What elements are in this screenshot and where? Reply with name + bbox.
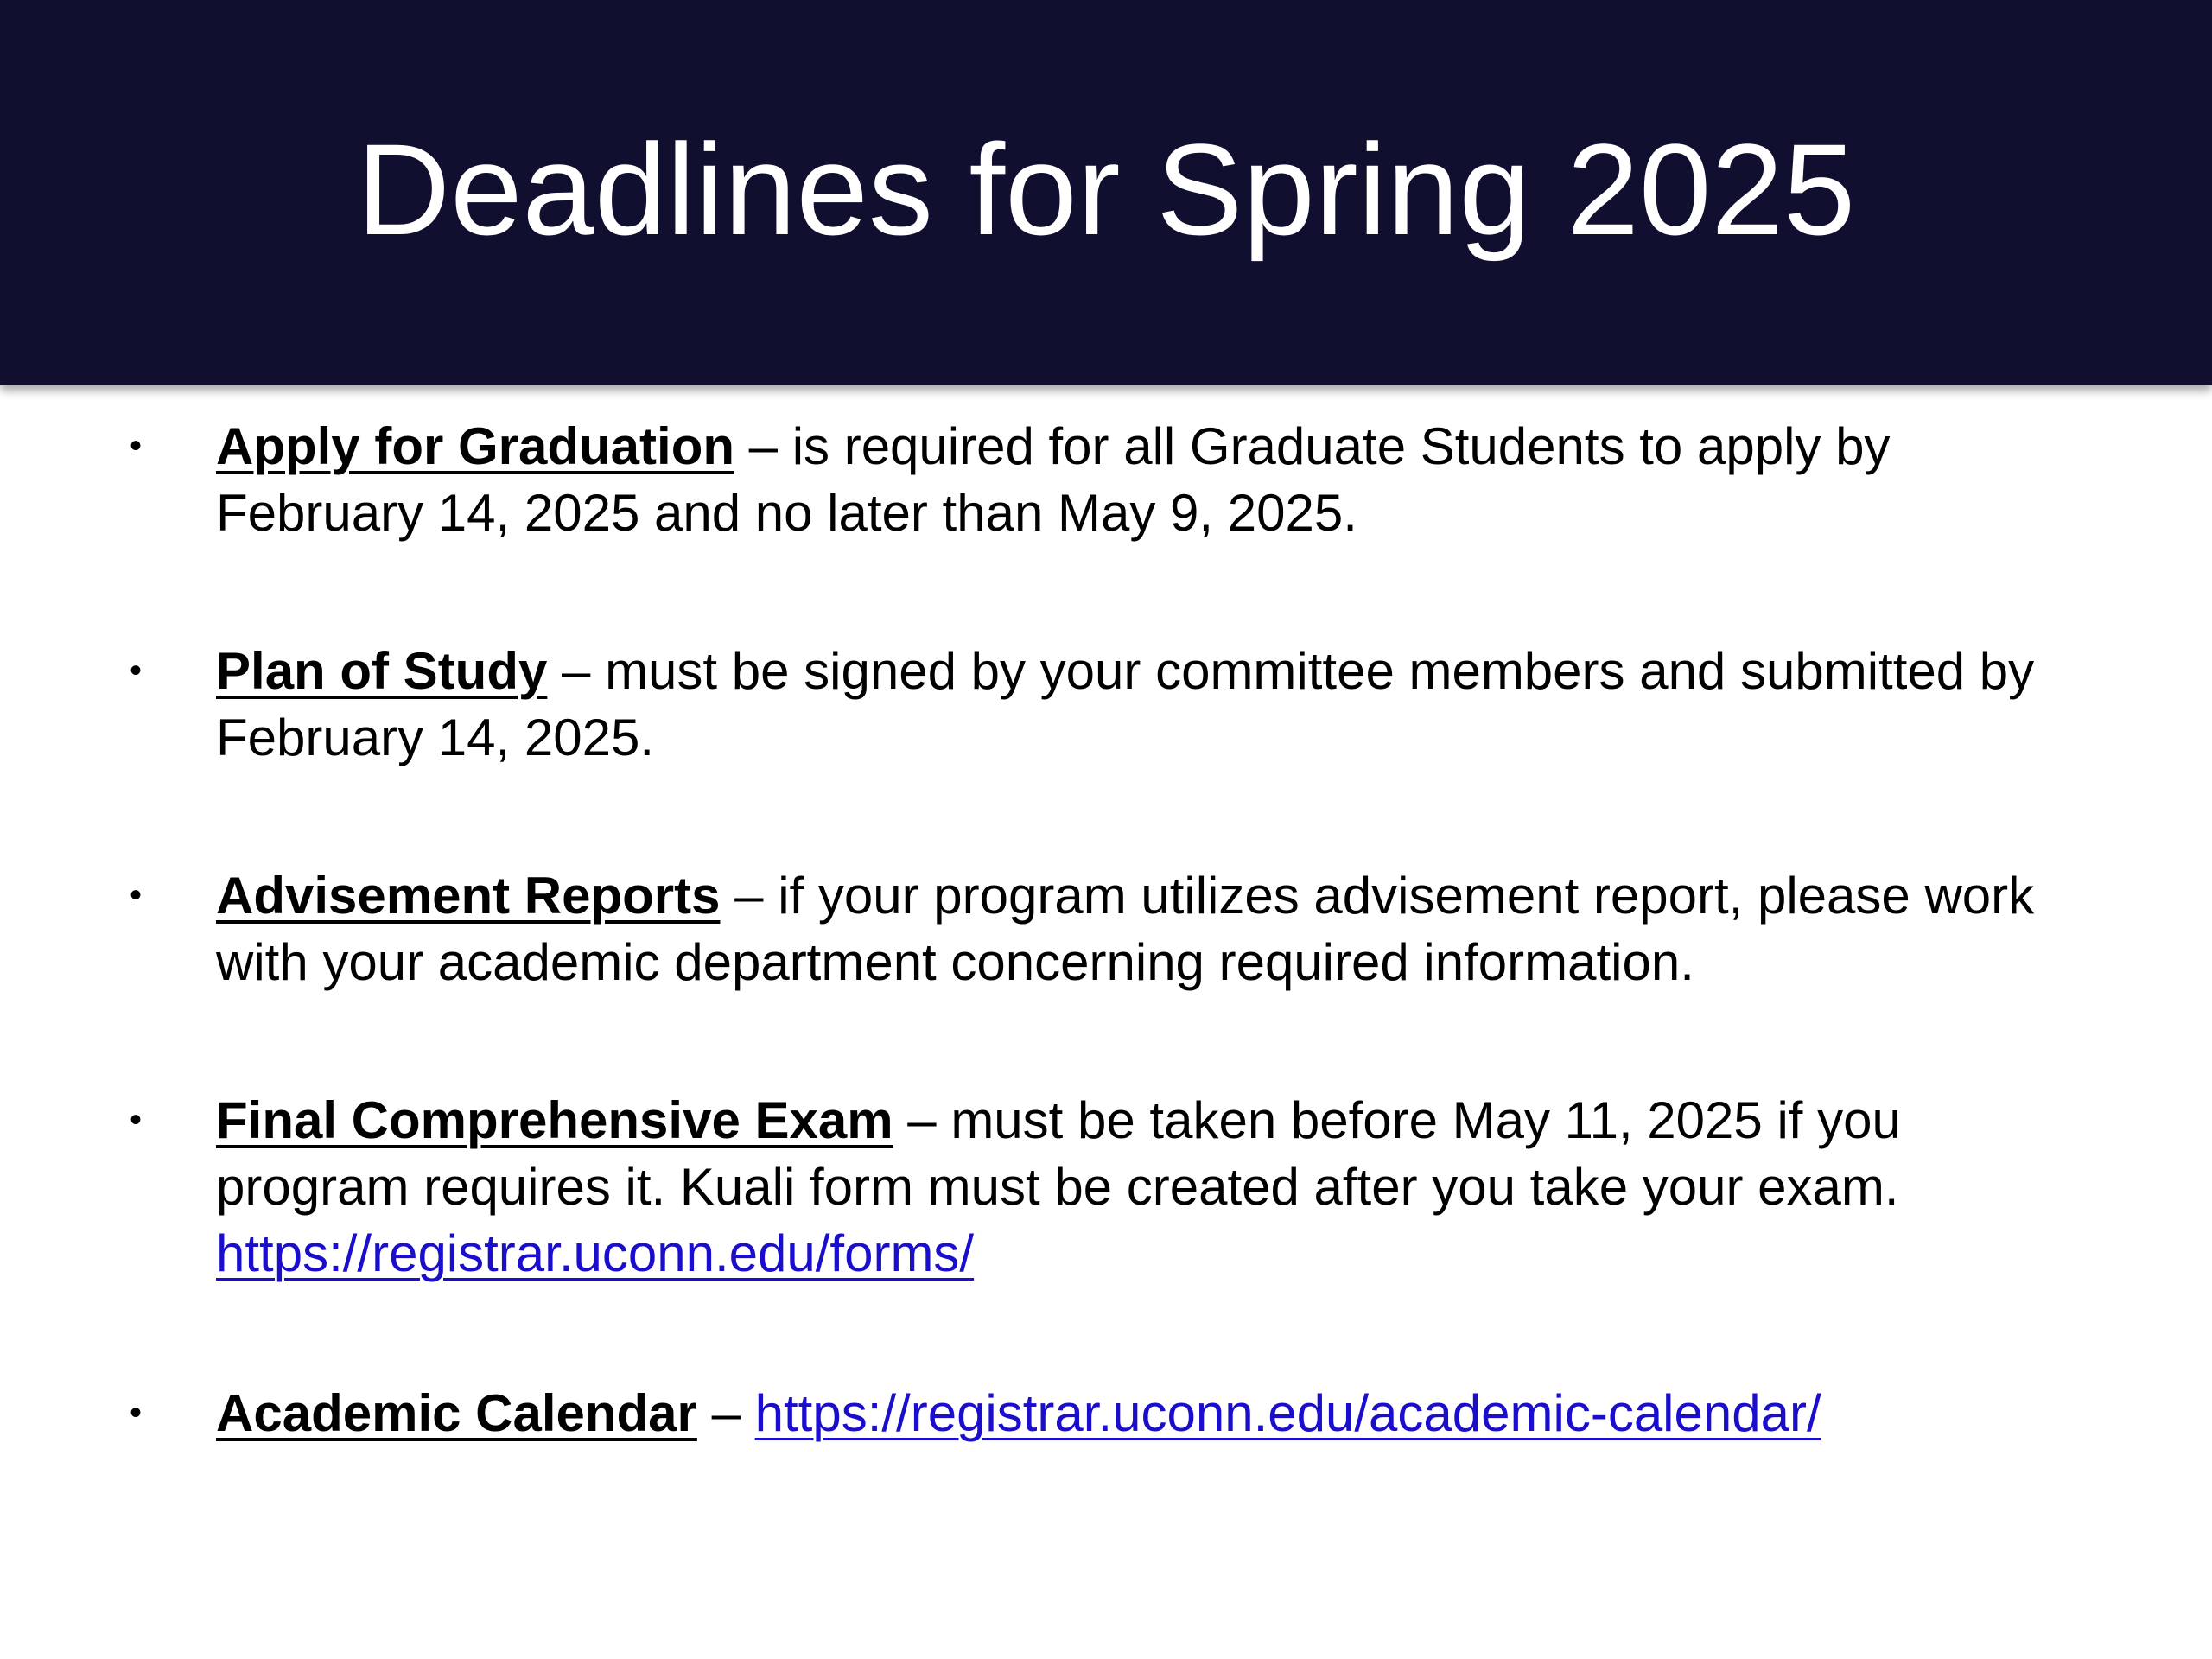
item-heading: Advisement Reports	[216, 867, 721, 925]
title-bar	[0, 0, 2212, 385]
bullet-icon: •	[130, 1394, 143, 1432]
forms-link[interactable]: https://registrar.uconn.edu/forms/	[216, 1224, 975, 1282]
item-text: – must be signed by your committee members and submitted by February 14, 2025.	[216, 642, 2035, 766]
bullet-icon: •	[130, 427, 143, 465]
bullet-icon: •	[130, 876, 143, 914]
item-text: –	[696, 1384, 755, 1442]
item-text: – if your program utilizes advisement report, please work with your academic department concerning required information.	[216, 867, 2035, 991]
item-text: – must be taken before May 11, 2025 if you program requires it. Kuali form must be created after you take your exam.	[216, 1091, 1901, 1216]
list-item-plan-of-study	[130, 638, 2082, 771]
item-heading: Final Comprehensive Exam	[216, 1091, 893, 1149]
bullet-icon: •	[130, 1101, 143, 1139]
list-item-academic-calendar	[130, 1380, 2082, 1446]
bullet-icon: •	[130, 652, 143, 690]
item-heading: Apply for Graduation	[216, 417, 734, 475]
item-text: – is required for all Graduate Students to apply by February 14, 2025 and no later than May 9, 2025.	[216, 417, 1891, 542]
list-item-final-comprehensive-exam	[130, 1087, 2082, 1287]
deadline-list	[130, 413, 2082, 1446]
list-item-advisement-reports	[130, 862, 2082, 995]
list-item-apply-for-graduation	[130, 413, 2082, 546]
item-heading: Academic Calendar	[216, 1384, 697, 1442]
item-heading: Plan of Study	[216, 642, 548, 700]
academic-calendar-link[interactable]: https://registrar.uconn.edu/academic-calendar/	[754, 1384, 1821, 1442]
slide-title: Deadlines for Spring 2025	[356, 117, 1856, 262]
